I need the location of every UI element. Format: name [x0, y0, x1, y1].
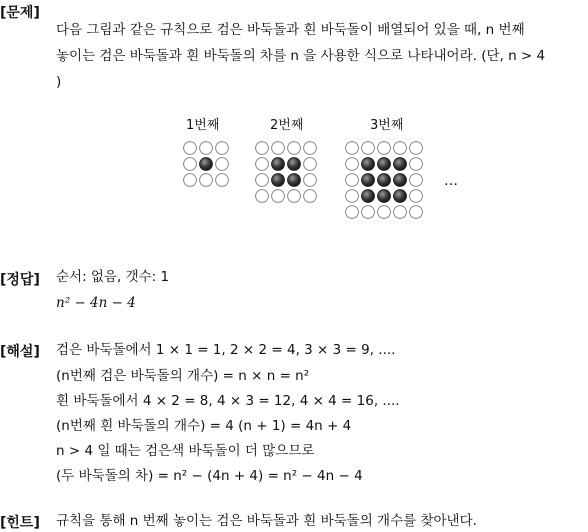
- black-stone: [200, 158, 213, 171]
- white-stone: [346, 206, 359, 219]
- white-stone: [410, 190, 423, 203]
- white-stone: [256, 174, 269, 187]
- white-stone: [304, 142, 317, 155]
- problem-line-1: 다음 그림과 같은 규칙으로 검은 바둑돌과 흰 바둑돌이 배열되어 있을 때, n 번째: [56, 22, 525, 38]
- explanation-line-2: (n번째 검은 바둑돌의 개수) = n × n = n²: [56, 368, 310, 384]
- explanation-line-5: n > 4 일 때는 검은색 바둑돌이 더 많으므로: [56, 443, 315, 459]
- white-stone: [200, 174, 213, 187]
- black-stone: [272, 174, 285, 187]
- white-stone: [216, 158, 229, 171]
- white-stone: [346, 158, 359, 171]
- black-stone: [394, 190, 407, 203]
- white-stone: [394, 206, 407, 219]
- black-stone: [288, 158, 301, 171]
- black-stone: [362, 158, 375, 171]
- white-stone: [184, 158, 197, 171]
- hint-label: [힌트]: [0, 515, 40, 531]
- explanation-line-4: (n번째 흰 바둑돌의 개수) = 4 (n + 1) = 4n + 4: [56, 418, 352, 434]
- white-stone: [184, 174, 197, 187]
- white-stone: [362, 206, 375, 219]
- answer-label: [정답]: [0, 272, 40, 288]
- white-stone: [256, 158, 269, 171]
- white-stone: [256, 190, 269, 203]
- explanation-line-1: 검은 바둑돌에서 1 × 1 = 1, 2 × 2 = 4, 3 × 3 = 9, ....: [56, 342, 396, 358]
- black-stone: [272, 158, 285, 171]
- figure-label-1: 1번째: [186, 118, 220, 133]
- white-stone: [304, 158, 317, 171]
- figure-label-3: 3번째: [370, 118, 404, 133]
- white-stone: [346, 190, 359, 203]
- white-stone: [304, 190, 317, 203]
- white-stone: [378, 142, 391, 155]
- white-stone: [184, 142, 197, 155]
- white-stone: [410, 174, 423, 187]
- white-stone: [200, 142, 213, 155]
- problem-label: [문제]: [0, 5, 40, 21]
- black-stone: [394, 158, 407, 171]
- black-stone: [362, 190, 375, 203]
- white-stone: [362, 142, 375, 155]
- black-stone: [394, 174, 407, 187]
- white-stone: [304, 174, 317, 187]
- black-stone: [378, 158, 391, 171]
- hint-line: 규칙을 통해 n 번째 놓이는 검은 바둑돌과 흰 바둑돌의 개수를 찾아낸다.: [56, 513, 477, 529]
- white-stone: [272, 190, 285, 203]
- explanation-label: [해설]: [0, 344, 40, 360]
- white-stone: [288, 190, 301, 203]
- black-stone: [362, 174, 375, 187]
- black-stone: [288, 174, 301, 187]
- white-stone: [216, 174, 229, 187]
- white-stone: [288, 142, 301, 155]
- white-stone: [346, 142, 359, 155]
- white-stone: [410, 142, 423, 155]
- explanation-line-3: 흰 바둑돌에서 4 × 2 = 8, 4 × 3 = 12, 4 × 4 = 16, ....: [56, 393, 400, 409]
- white-stone: [410, 206, 423, 219]
- white-stone: [410, 158, 423, 171]
- figure-label-2: 2번째: [270, 118, 304, 133]
- white-stone: [378, 206, 391, 219]
- answer-expression: n² − 4n − 4: [56, 295, 136, 311]
- explanation-line-6: (두 바둑돌의 차) = n² − (4n + 4) = n² − 4n − 4: [56, 468, 363, 484]
- black-stone: [378, 190, 391, 203]
- white-stone: [216, 142, 229, 155]
- figure-ellipsis: …: [444, 173, 458, 189]
- white-stone: [256, 142, 269, 155]
- problem-line-3: ): [56, 74, 62, 90]
- problem-line-2: 놓이는 검은 바둑돌과 흰 바둑돌의 차를 n 을 사용한 식으로 나타내어라. (단, n > 4: [56, 48, 546, 64]
- answer-line-1: 순서: 없음, 갯수: 1: [56, 269, 170, 285]
- black-stone: [378, 174, 391, 187]
- white-stone: [272, 142, 285, 155]
- white-stone: [394, 142, 407, 155]
- white-stone: [346, 174, 359, 187]
